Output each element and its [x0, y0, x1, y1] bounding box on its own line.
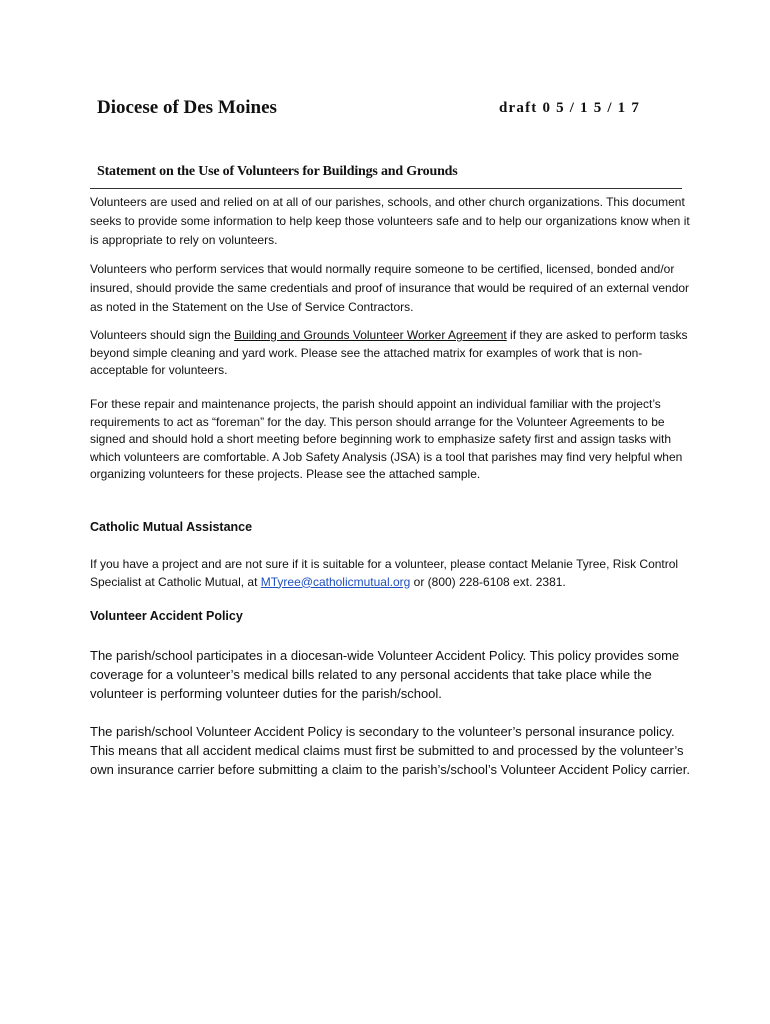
contact-text-before: If you have a project and are not sure if it is suitable for a volunteer, please contact Melanie Tyree, Risk Control Specialist at Catholic Mutual, at — [90, 557, 679, 589]
email-link[interactable]: MTyree@catholicmutual.org — [260, 574, 411, 589]
title-divider — [90, 188, 682, 189]
catholic-mutual-heading: Catholic Mutual Assistance — [90, 520, 253, 534]
agreement-link[interactable]: Building and Grounds Volunteer Worker Agreement — [234, 328, 507, 342]
accident-policy-paragraph-2: The parish/school Volunteer Accident Policy is secondary to the volunteer’s personal insurance policy. This means that all accident medical claims must first be submitted to and processed by the volunteer’s own insurance carrier before submitting a claim to the parish’s/school’s Volunteer Accident Policy carrier. — [90, 724, 690, 777]
document-title: Statement on the Use of Volunteers for Buildings and Grounds — [97, 164, 458, 179]
intro-paragraph: Volunteers are used and relied on at all of our parishes, schools, and other church organizations. This document seeks to provide some information to help keep those volunteers safe and to help our organizations know when it is appropriate to rely on volunteers. — [90, 195, 690, 247]
accident-policy-heading: Volunteer Accident Policy — [90, 609, 243, 623]
accident-policy-paragraph-1: The parish/school participates in a diocesan-wide Volunteer Accident Policy. This policy provides some coverage for a volunteer’s medical bills related to any personal accidents that take place while the volunteer is performing volunteer duties for the parish/school. — [90, 648, 680, 701]
draft-date: draft 0 5 / 1 5 / 1 7 — [499, 100, 641, 116]
credentials-paragraph: Volunteers who perform services that would normally require someone to be certified, licensed, bonded and/or insured, should provide the same credentials and proof of insurance that would be required of an external vendor as noted in the Statement on the Use of Service Contractors. — [90, 262, 690, 314]
catholic-mutual-paragraph — [90, 556, 690, 591]
organization-name: Diocese of Des Moines — [97, 97, 277, 118]
agreement-text-after: if they are asked to perform tasks beyond simple cleaning and yard work. Please see the attached matrix for examples of work that is non-acceptable for volunteers. — [90, 328, 688, 377]
foreman-paragraph: For these repair and maintenance projects, the parish should appoint an individual familiar with the project’s requirements to act as “foreman” for the day. This person should arrange for the Volunteer Agreements to be signed and should hold a short meeting before beginning work to emphasize safety first and assign tasks with which volunteers are comfortable. A Job Safety Analysis (JSA) is a tool that parishes may find very helpful when organizing volunteers for these projects. Please see the attached sample. — [90, 397, 683, 481]
agreement-text-before: Volunteers should sign the — [90, 328, 235, 342]
agreement-paragraph — [90, 327, 690, 380]
contact-text-after: or (800) 228-6108 ext. 2381. — [410, 574, 566, 589]
